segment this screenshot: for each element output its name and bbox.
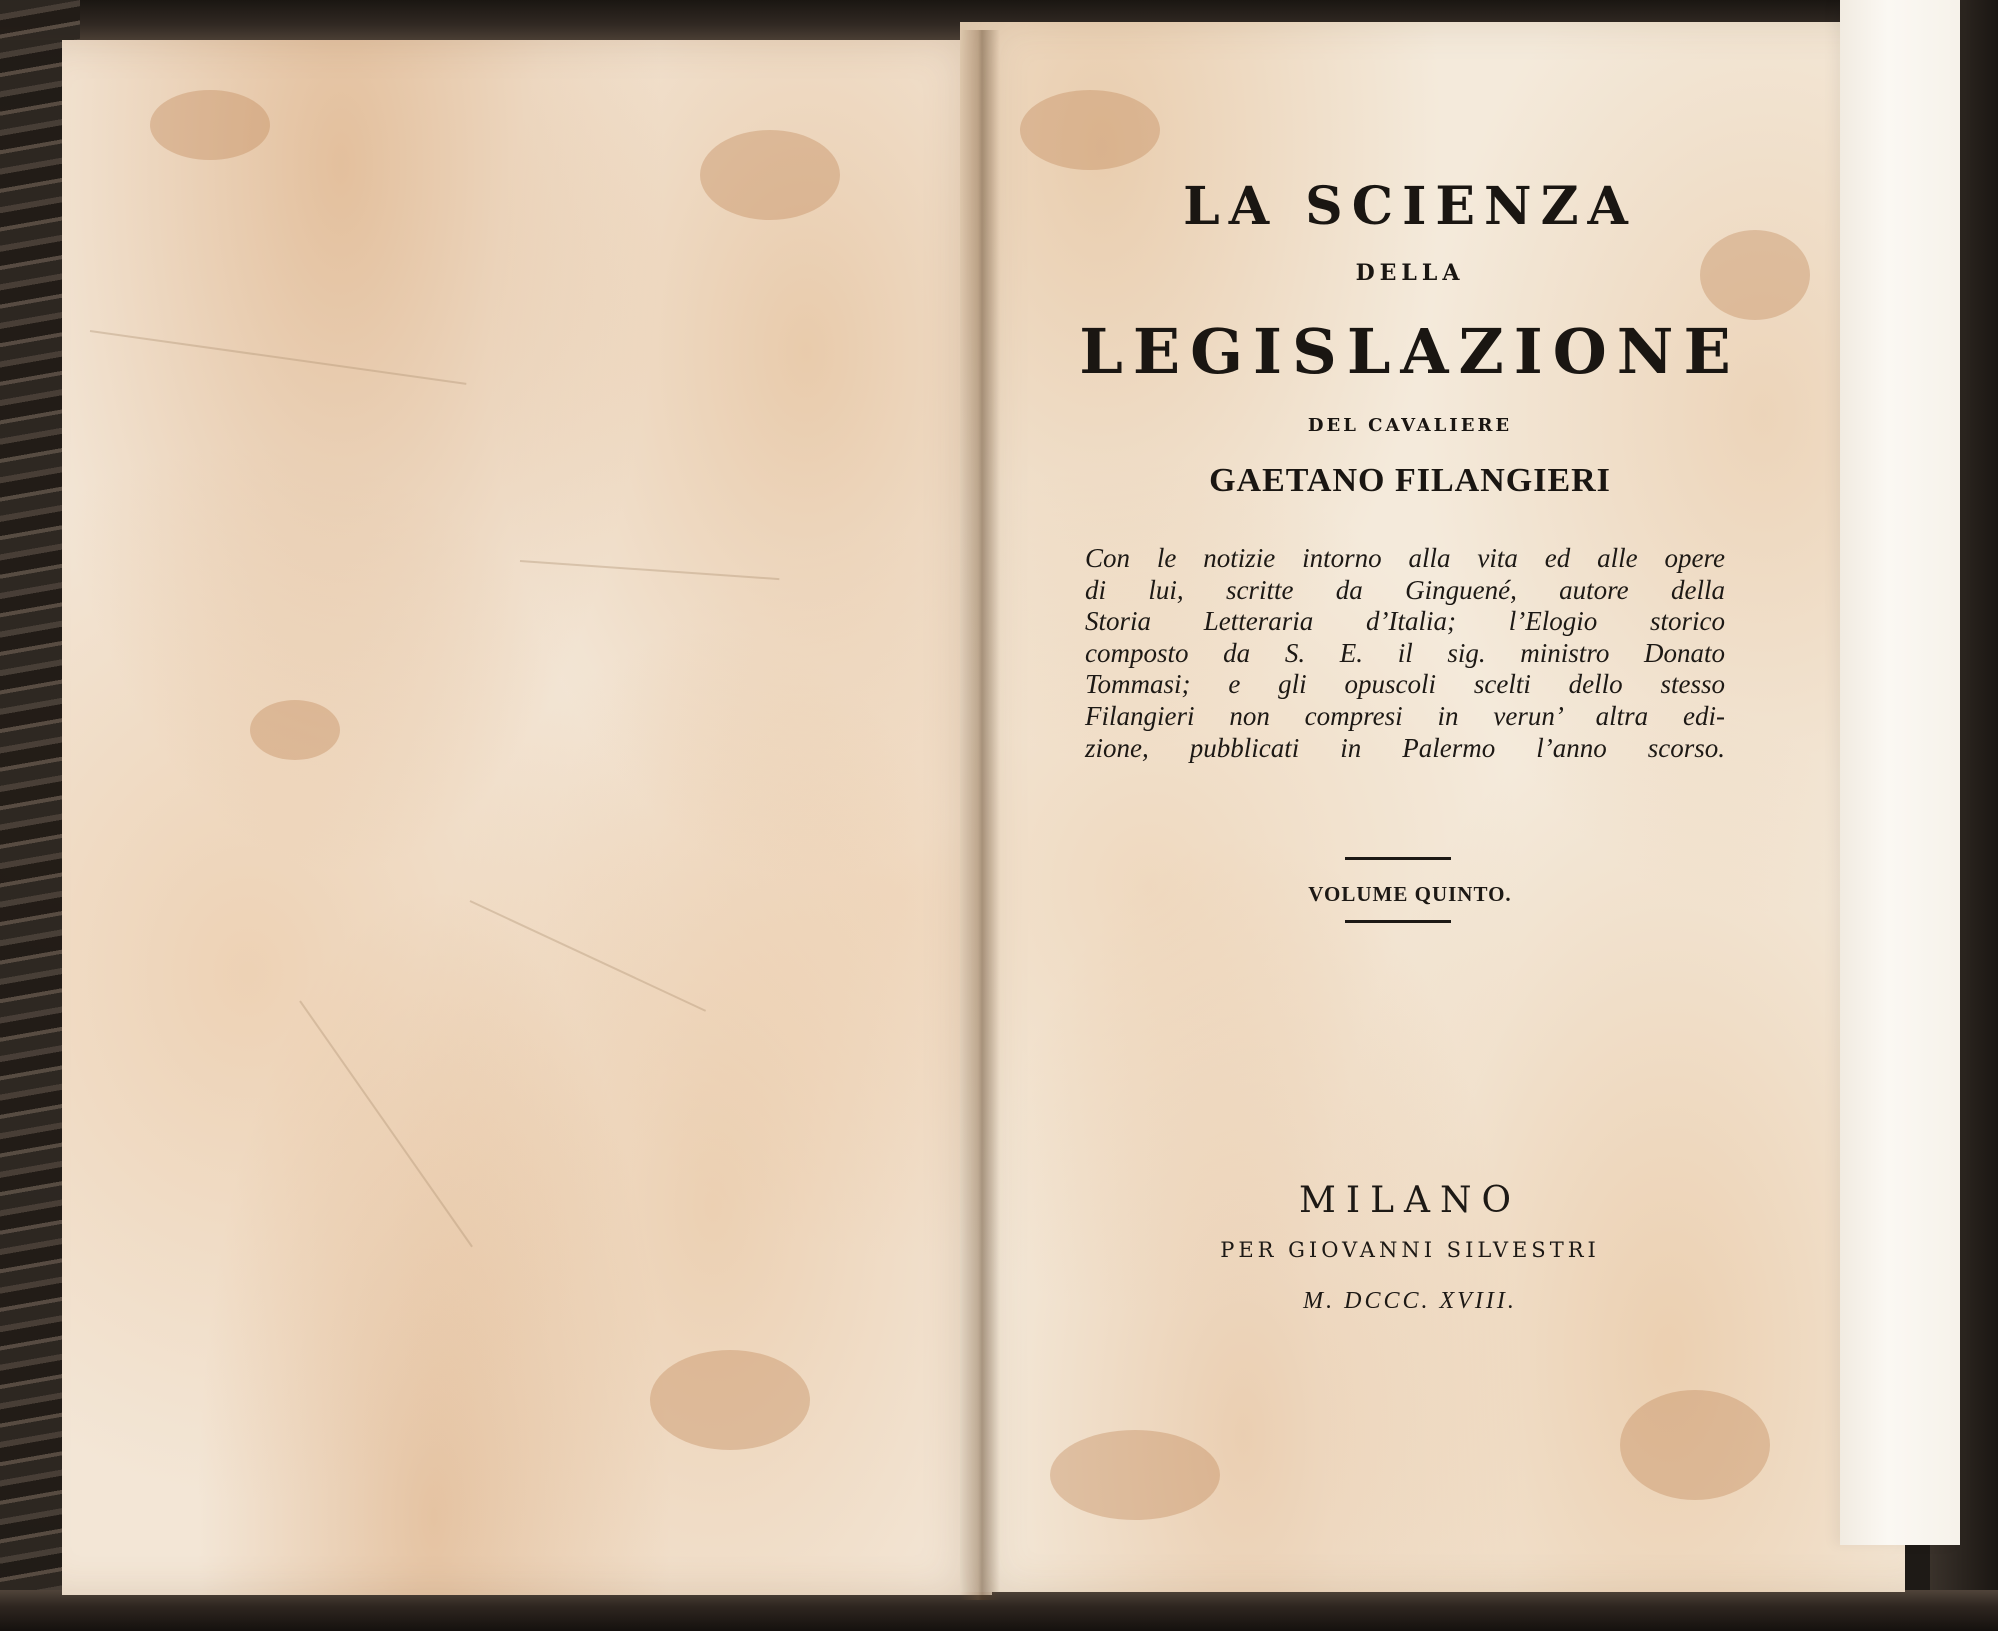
contents-note [1085, 543, 1725, 764]
foxing-spot [250, 700, 340, 760]
volume-label: VOLUME QUINTO. [1308, 882, 1512, 906]
title-page-uncut-edge [1840, 0, 1960, 1545]
author-name: GAETANO FILANGIERI [1209, 462, 1611, 499]
note-line: Filangieri non compresi in verun’ altra edi- [1085, 700, 1725, 731]
note-line: composto da S. E. il sig. ministro Donato [1085, 637, 1725, 668]
left-endpaper [62, 40, 992, 1595]
foxing-spot [150, 90, 270, 160]
foxing-spot [1620, 1390, 1770, 1500]
note-line: di lui, scritte da Ginguené, autore della [1085, 574, 1725, 605]
title-line-1: LA SCIENZA [1183, 176, 1637, 237]
imprint-year: M. DCCC. XVIII. [1303, 1288, 1517, 1314]
title-line-3: LEGISLAZIONE [1079, 315, 1741, 388]
foxing-spot [1020, 90, 1160, 170]
rule-above-volume [1345, 857, 1451, 860]
imprint-city: MILANO [1299, 1180, 1521, 1221]
note-line: Con le notizie intorno alla vita ed alle opere [1085, 543, 1725, 573]
author-prefix: DEL CAVALIERE [1307, 415, 1513, 436]
foxing-spot [650, 1350, 810, 1450]
rule-below-volume [1345, 920, 1451, 923]
title-line-2: DELLA [1355, 260, 1465, 286]
foxing-spot [700, 130, 840, 220]
note-line: Tommasi; e gli opuscoli scelti dello stesso [1085, 669, 1725, 700]
note-line: zione, pubblicati in Palermo l’anno scorso. [1085, 732, 1725, 763]
note-line: Storia Letteraria d’Italia; l’Elogio storico [1085, 606, 1725, 637]
imprint-printer: PER GIOVANNI SILVESTRI [1220, 1238, 1600, 1262]
foxing-spot [1050, 1430, 1220, 1520]
